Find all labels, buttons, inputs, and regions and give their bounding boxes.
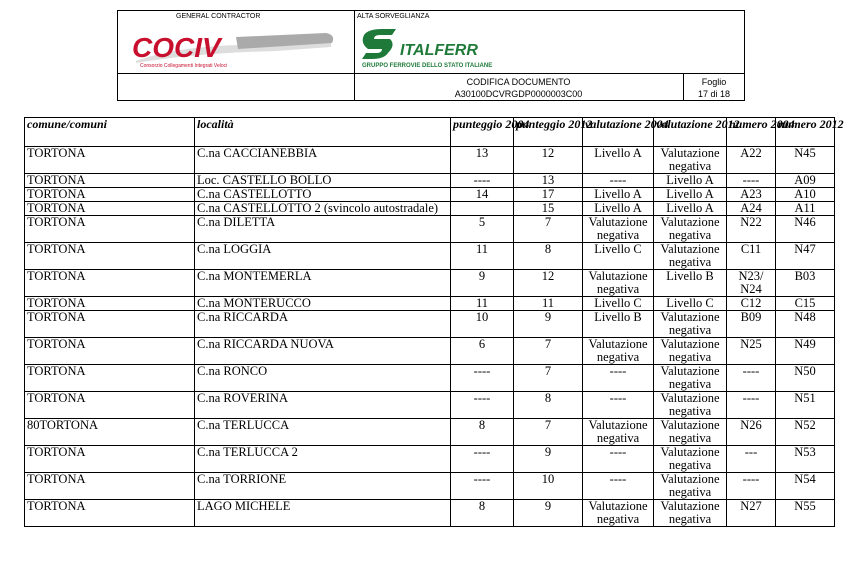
cell-comune: TORTONA [25, 473, 195, 500]
italferr-logo [360, 21, 520, 71]
cell-numero-2012: A10 [776, 188, 835, 202]
cell-punteggio-2012: 8 [514, 392, 583, 419]
header-row-2 [118, 73, 744, 100]
cell-valutazione-2004: Valutazione negativa [583, 216, 654, 243]
cell-valutazione-2004: Valutazione negativa [583, 500, 654, 527]
cell-numero-2012: N49 [776, 338, 835, 365]
cell-valutazione-2004: Livello A [583, 147, 654, 174]
cell-numero-2004: N27 [727, 500, 776, 527]
cell-punteggio-2004: 5 [451, 216, 514, 243]
table-row [25, 188, 835, 202]
cell-punteggio-2004: ---- [451, 365, 514, 392]
cell-comune: 80TORTONA [25, 419, 195, 446]
table-header-row [25, 118, 835, 147]
col-header-numero-2012: numero 2012 [776, 118, 835, 147]
cell-comune: TORTONA [25, 147, 195, 174]
cell-punteggio-2004: 13 [451, 147, 514, 174]
cell-valutazione-2012: Valutazione negativa [654, 147, 727, 174]
cell-punteggio-2004: ---- [451, 392, 514, 419]
cell-localita: C.na TERLUCCA 2 [195, 446, 451, 473]
table-row [25, 243, 835, 270]
col-header-localita: località [195, 118, 451, 147]
col-header-valutazione-2004: valutazione 2004 [583, 118, 654, 147]
cell-localita: C.na MONTERUCCO [195, 297, 451, 311]
cell-punteggio-2004: ---- [451, 446, 514, 473]
cell-valutazione-2004: ---- [583, 365, 654, 392]
table-row [25, 446, 835, 473]
cell-numero-2004: C11 [727, 243, 776, 270]
doc-code-cell [354, 74, 684, 100]
cell-valutazione-2012: Valutazione negativa [654, 216, 727, 243]
cell-numero-2004: ---- [727, 392, 776, 419]
cell-valutazione-2012: Valutazione negativa [654, 338, 727, 365]
cell-localita: C.na DILETTA [195, 216, 451, 243]
cell-punteggio-2004: 11 [451, 297, 514, 311]
table-row [25, 338, 835, 365]
cell-comune: TORTONA [25, 311, 195, 338]
cell-punteggio-2012: 7 [514, 338, 583, 365]
cell-valutazione-2012: Valutazione negativa [654, 365, 727, 392]
cell-valutazione-2012: Livello A [654, 188, 727, 202]
cell-valutazione-2004: ---- [583, 174, 654, 188]
cell-valutazione-2012: Livello B [654, 270, 727, 297]
cell-numero-2012: A11 [776, 202, 835, 216]
cell-valutazione-2004: Livello A [583, 202, 654, 216]
cell-punteggio-2004 [451, 202, 514, 216]
col-header-valutazione-2012: valutazione 2012 [654, 118, 727, 147]
col-header-punteggio-2012: punteggio 2012 [514, 118, 583, 147]
cell-valutazione-2004: ---- [583, 392, 654, 419]
cell-numero-2004: N22 [727, 216, 776, 243]
cell-valutazione-2004: Valutazione negativa [583, 338, 654, 365]
cell-numero-2004: A22 [727, 147, 776, 174]
cell-punteggio-2012: 17 [514, 188, 583, 202]
cell-valutazione-2012: Valutazione negativa [654, 243, 727, 270]
cell-comune: TORTONA [25, 270, 195, 297]
cell-numero-2004: --- [727, 446, 776, 473]
cell-numero-2004: ---- [727, 365, 776, 392]
cell-localita: C.na CACCIANEBBIA [195, 147, 451, 174]
cell-localita: C.na RONCO [195, 365, 451, 392]
page-value: 17 di 18 [697, 89, 731, 99]
cell-numero-2004: C12 [727, 297, 776, 311]
cell-punteggio-2012: 15 [514, 202, 583, 216]
cociv-subtitle: Consorzio Collegamenti Integrati Veloci [140, 63, 228, 69]
cell-punteggio-2004: 6 [451, 338, 514, 365]
cell-numero-2012: A09 [776, 174, 835, 188]
cell-numero-2012: N53 [776, 446, 835, 473]
cociv-logo-text: COCIV [132, 32, 221, 63]
table-row [25, 419, 835, 446]
cell-comune: TORTONA [25, 297, 195, 311]
table-row [25, 216, 835, 243]
cell-valutazione-2004: Livello A [583, 188, 654, 202]
cell-numero-2012: N48 [776, 311, 835, 338]
cell-localita: C.na LOGGIA [195, 243, 451, 270]
cell-valutazione-2012: Valutazione negativa [654, 500, 727, 527]
table-row [25, 500, 835, 527]
table-row [25, 270, 835, 297]
cell-valutazione-2004: Valutazione negativa [583, 419, 654, 446]
cell-valutazione-2012: Livello A [654, 174, 727, 188]
cell-numero-2012: N47 [776, 243, 835, 270]
cell-valutazione-2012: Livello C [654, 297, 727, 311]
table-row [25, 392, 835, 419]
cell-numero-2004: B09 [727, 311, 776, 338]
table-row [25, 311, 835, 338]
cell-punteggio-2012: 12 [514, 270, 583, 297]
cell-numero-2012: B03 [776, 270, 835, 297]
cell-comune: TORTONA [25, 174, 195, 188]
cell-comune: TORTONA [25, 216, 195, 243]
cell-punteggio-2012: 10 [514, 473, 583, 500]
table-row [25, 473, 835, 500]
cell-comune: TORTONA [25, 365, 195, 392]
italferr-logo-text: ITALFERR [400, 42, 478, 59]
cell-numero-2004: ---- [727, 174, 776, 188]
cell-valutazione-2004: Livello C [583, 243, 654, 270]
cell-localita: C.na CASTELLOTTO 2 (svincolo autostradale) [195, 202, 451, 216]
cell-numero-2012: N51 [776, 392, 835, 419]
table-body [25, 147, 835, 527]
cell-valutazione-2012: Valutazione negativa [654, 419, 727, 446]
cell-valutazione-2012: Valutazione negativa [654, 473, 727, 500]
cell-valutazione-2004: Livello C [583, 297, 654, 311]
cell-punteggio-2012: 7 [514, 419, 583, 446]
supervision-label: ALTA SORVEGLIANZA [357, 13, 430, 20]
cell-numero-2012: N55 [776, 500, 835, 527]
cell-numero-2012: N50 [776, 365, 835, 392]
cell-valutazione-2012: Livello A [654, 202, 727, 216]
cell-punteggio-2004: 10 [451, 311, 514, 338]
cell-comune: TORTONA [25, 202, 195, 216]
contractor-label: GENERAL CONTRACTOR [176, 13, 261, 20]
cell-comune: TORTONA [25, 446, 195, 473]
table-row [25, 365, 835, 392]
col-header-punteggio-2004: punteggio 2004 [451, 118, 514, 147]
cell-punteggio-2004: 8 [451, 419, 514, 446]
cell-valutazione-2004: ---- [583, 473, 654, 500]
doc-code-label: CODIFICA DOCUMENTO [466, 77, 571, 87]
cell-numero-2004: A23 [727, 188, 776, 202]
cell-punteggio-2012: 9 [514, 446, 583, 473]
cell-localita: C.na MONTEMERLA [195, 270, 451, 297]
page-label: Foglio [701, 77, 727, 87]
cell-localita: C.na RICCARDA NUOVA [195, 338, 451, 365]
doc-code: A30100DCVRGDP0000003C00 [454, 89, 583, 99]
cell-punteggio-2012: 9 [514, 311, 583, 338]
cell-punteggio-2012: 12 [514, 147, 583, 174]
cell-valutazione-2004: Valutazione negativa [583, 270, 654, 297]
cell-punteggio-2012: 11 [514, 297, 583, 311]
cell-numero-2012: N45 [776, 147, 835, 174]
cell-punteggio-2004: ---- [451, 473, 514, 500]
cell-comune: TORTONA [25, 243, 195, 270]
cell-numero-2004: N25 [727, 338, 776, 365]
cell-numero-2004: ---- [727, 473, 776, 500]
italferr-subtitle: GRUPPO FERROVIE DELLO STATO ITALIANE [362, 63, 493, 69]
table-row [25, 174, 835, 188]
cell-valutazione-2012: Valutazione negativa [654, 311, 727, 338]
cell-comune: TORTONA [25, 392, 195, 419]
cell-punteggio-2004: ---- [451, 174, 514, 188]
cell-punteggio-2004: 9 [451, 270, 514, 297]
cell-comune: TORTONA [25, 500, 195, 527]
cell-comune: TORTONA [25, 338, 195, 365]
cell-localita: C.na CASTELLOTTO [195, 188, 451, 202]
cell-valutazione-2012: Valutazione negativa [654, 392, 727, 419]
page-cell [684, 74, 744, 100]
cell-punteggio-2004: 11 [451, 243, 514, 270]
cell-localita: C.na RICCARDA [195, 311, 451, 338]
cell-numero-2012: N52 [776, 419, 835, 446]
cell-punteggio-2012: 9 [514, 500, 583, 527]
table-row [25, 147, 835, 174]
cell-numero-2012: N54 [776, 473, 835, 500]
document-header [117, 10, 745, 101]
cell-numero-2012: C15 [776, 297, 835, 311]
supervision-cell [354, 11, 744, 73]
cell-numero-2012: N46 [776, 216, 835, 243]
cell-numero-2004: N23/ N24 [727, 270, 776, 297]
col-header-numero-2004: numero 2004 [727, 118, 776, 147]
table-row [25, 297, 835, 311]
cell-punteggio-2012: 7 [514, 365, 583, 392]
cell-punteggio-2012: 7 [514, 216, 583, 243]
cell-numero-2004: N26 [727, 419, 776, 446]
cell-punteggio-2004: 14 [451, 188, 514, 202]
cell-punteggio-2012: 13 [514, 174, 583, 188]
cell-valutazione-2004: Livello B [583, 311, 654, 338]
header-empty-cell [118, 74, 355, 100]
col-header-comune: comune/comuni [25, 118, 195, 147]
cell-localita: C.na TERLUCCA [195, 419, 451, 446]
cell-comune: TORTONA [25, 188, 195, 202]
contractor-cell [118, 11, 355, 73]
cell-valutazione-2004: ---- [583, 446, 654, 473]
cell-numero-2004: A24 [727, 202, 776, 216]
table-row [25, 202, 835, 216]
cell-punteggio-2012: 8 [514, 243, 583, 270]
cell-valutazione-2012: Valutazione negativa [654, 446, 727, 473]
cell-localita: Loc. CASTELLO BOLLO [195, 174, 451, 188]
cell-localita: C.na ROVERINA [195, 392, 451, 419]
cociv-logo [126, 23, 346, 69]
cell-localita: C.na TORRIONE [195, 473, 451, 500]
cell-localita: LAGO MICHELE [195, 500, 451, 527]
sites-table [24, 117, 844, 527]
cell-punteggio-2004: 8 [451, 500, 514, 527]
